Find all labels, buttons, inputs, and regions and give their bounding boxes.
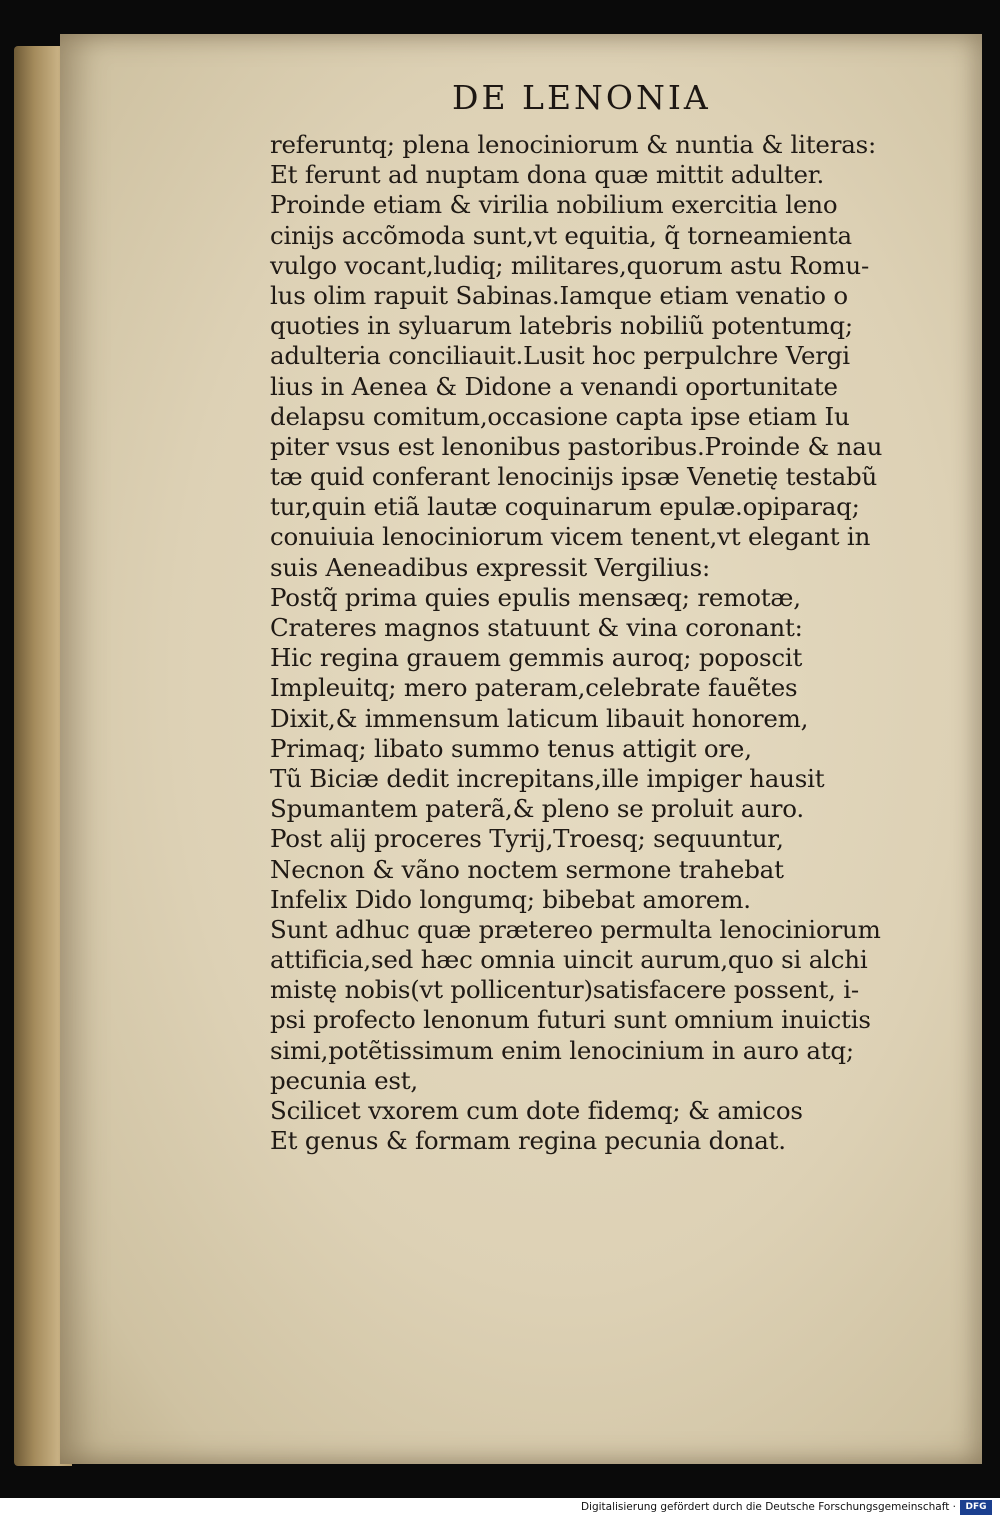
text-line: piter vsus est lenonibus pastoribus.Proinde & nau — [270, 431, 883, 461]
text-line: lius in Aenea & Didone a venandi oportunitate — [270, 371, 838, 401]
text-line: adulteria conciliauit.Lusit hoc perpulchre Vergi — [270, 341, 850, 371]
text-line: tur,quin etiã lautæ coquinarum epulæ.opiparaq; — [270, 492, 860, 522]
text-line: psi profecto lenonum futuri sunt omnium inuictis — [270, 1005, 871, 1035]
text-line: delapsu comitum,occasione capta ipse etiam Iu — [270, 401, 850, 431]
text-line: attificia,sed hæc omnia uincit aurum,quo si alchi — [270, 945, 868, 975]
text-line: Infelix Dido longumq; bibebat amorem. — [270, 884, 751, 914]
text-line: referuntq; plena lenociniorum & nuntia & literas: — [270, 130, 877, 159]
text-line: Post alij proceres Tyrij,Troesq; sequuntur, — [270, 824, 784, 854]
dfg-logo: DFG — [960, 1500, 992, 1515]
text-line: Scilicet vxorem cum dote fidemq; & amicos — [270, 1096, 803, 1125]
text-line: Necnon & vãno noctem sermone trahebat — [270, 854, 784, 884]
text-line: pecunia est, — [270, 1065, 418, 1095]
funding-credit: Digitalisierung gefördert durch die Deutsche Forschungsgemeinschaft · — [580, 1501, 956, 1513]
text-line: Proinde etiam & virilia nobilium exercitia leno — [270, 190, 838, 220]
text-line: Hic regina grauem gemmis auroq; poposcit — [270, 643, 803, 673]
text-line: Crateres magnos statuunt & vina coronant: — [270, 613, 803, 642]
text-line: Impleuitq; mero pateram,celebrate fauẽtes — [270, 673, 798, 703]
text-line: Et genus & formam regina pecunia donat. — [270, 1126, 786, 1156]
text-line: conuiuia lenociniorum vicem tenent,vt elegant in — [270, 522, 871, 552]
body-text-block — [270, 130, 950, 1156]
text-line: quoties in syluarum latebris nobiliũ potentumq; — [270, 311, 853, 341]
text-line: Postq̃ prima quies epulis mensæq; remotæ, — [270, 582, 801, 612]
text-line: tæ quid conferant lenocinijs ipsæ Venetię testabũ — [270, 462, 878, 492]
text-line: Et ferunt ad nuptam dona quæ mittit adulter. — [270, 160, 825, 190]
text-line: Sunt adhuc quæ prætereo permulta lenociniorum — [270, 914, 881, 944]
text-line: Primaq; libato summo tenus attigit ore, — [270, 733, 752, 763]
text-line: lus olim rapuit Sabinas.Iamque etiam venatio o — [270, 280, 848, 310]
text-line: Dixit,& immensum laticum libauit honorem, — [270, 703, 809, 733]
digitization-footer — [0, 1498, 1000, 1518]
text-line: cinijs accõmoda sunt,vt equitia, q̃ torneamienta — [270, 220, 852, 250]
text-line: mistę nobis(vt pollicentur)satisfacere possent, i- — [270, 975, 859, 1005]
running-head: DE LENONIA — [452, 78, 711, 117]
text-line: vulgo vocant,ludiq; militares,quorum astu Romu- — [270, 250, 870, 280]
text-line: Tũ Biciæ dedit increpitans,ille impiger hausit — [270, 763, 825, 793]
text-line: Spumantem paterã,& pleno se proluit auro. — [270, 794, 804, 824]
text-line: suis Aeneadibus expressit Vergilius: — [270, 552, 711, 582]
text-line: simi,potẽtissimum enim lenocinium in auro atq; — [270, 1035, 854, 1065]
